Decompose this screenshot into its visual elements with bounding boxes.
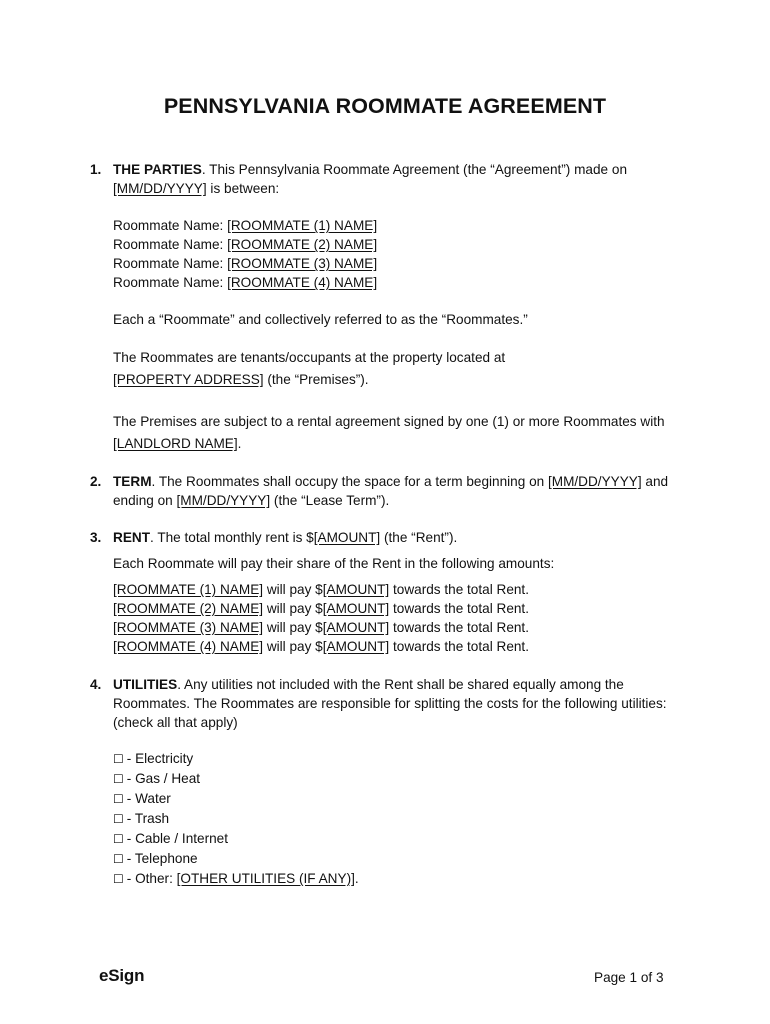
- utility-label: - Gas / Heat: [126, 771, 201, 786]
- payment-text: will pay $: [263, 639, 323, 654]
- utility-label: - Trash: [126, 811, 170, 826]
- esign-logo: eSign: [99, 966, 145, 985]
- payment-row: [113, 599, 685, 618]
- payment-text: towards the total Rent.: [389, 582, 529, 597]
- section-number: 1.: [90, 162, 102, 177]
- term-text: . The Roommates shall occupy the space for a term beginning on: [151, 474, 548, 489]
- term-end-date-field[interactable]: [MM/DD/YYYY]: [176, 493, 271, 508]
- rent-text: . The total monthly rent is $: [150, 530, 314, 545]
- utility-option[interactable]: [113, 749, 685, 769]
- utility-tail: .: [354, 871, 359, 886]
- checkbox-icon[interactable]: ☐: [113, 772, 124, 786]
- checkbox-icon[interactable]: ☐: [113, 872, 124, 886]
- roommate-name-field[interactable]: [ROOMMATE (3) NAME]: [227, 256, 378, 271]
- section-heading: TERM: [113, 474, 152, 489]
- roommate-list: [113, 216, 685, 292]
- roommate-name-field[interactable]: [ROOMMATE (1) NAME]: [227, 218, 378, 233]
- payment-roommate-field[interactable]: [ROOMMATE (4) NAME]: [113, 639, 264, 654]
- roommate-row: [113, 216, 685, 235]
- agreement-date-field[interactable]: [MM/DD/YYYY]: [113, 181, 207, 196]
- rent-amount-field[interactable]: [AMOUNT]: [313, 530, 381, 545]
- other-utilities-field[interactable]: [OTHER UTILITIES (IF ANY)]: [176, 871, 355, 886]
- utilities-checklist: [113, 749, 685, 889]
- term-text: and: [641, 474, 669, 489]
- utility-label: - Cable / Internet: [126, 831, 229, 846]
- utility-option-other[interactable]: [113, 869, 685, 889]
- checkbox-icon[interactable]: ☐: [113, 832, 124, 846]
- rent-share-text: Each Roommate will pay their share of the Rent in the following amounts:: [113, 556, 555, 571]
- section-number: 2.: [90, 474, 102, 489]
- payment-text: will pay $: [263, 582, 323, 597]
- page-number: Page 1 of 3: [594, 970, 664, 985]
- roommate-row: [113, 273, 685, 292]
- payment-row: [113, 580, 685, 599]
- landlord-name-field[interactable]: [LANDLORD NAME]: [113, 436, 238, 451]
- utility-option[interactable]: [113, 829, 685, 849]
- term-text: (the “Lease Term”).: [270, 493, 390, 508]
- property-address-field[interactable]: [PROPERTY ADDRESS]: [113, 372, 264, 387]
- utility-label: - Water: [126, 791, 171, 806]
- payment-text: towards the total Rent.: [389, 639, 529, 654]
- section-number: 4.: [90, 677, 102, 692]
- checkbox-icon[interactable]: ☐: [113, 792, 124, 806]
- section-heading: THE PARTIES: [113, 162, 202, 177]
- payment-amount-field[interactable]: [AMOUNT]: [322, 582, 390, 597]
- utility-label: - Electricity: [126, 751, 194, 766]
- roommate-label: Roommate Name:: [113, 256, 228, 271]
- roommate-name-field[interactable]: [ROOMMATE (2) NAME]: [227, 237, 378, 252]
- utility-option[interactable]: [113, 769, 685, 789]
- payment-roommate-field[interactable]: [ROOMMATE (2) NAME]: [113, 601, 264, 616]
- payment-row: [113, 618, 685, 637]
- payment-text: towards the total Rent.: [389, 620, 529, 635]
- utility-label: - Telephone: [126, 851, 198, 866]
- utility-label: - Other:: [126, 871, 177, 886]
- payment-roommate-field[interactable]: [ROOMMATE (1) NAME]: [113, 582, 264, 597]
- landlord-text: The Premises are subject to a rental agreement signed by one (1) or more Roommates with: [113, 414, 665, 429]
- payment-amount-field[interactable]: [AMOUNT]: [322, 601, 390, 616]
- parties-intro: . This Pennsylvania Roommate Agreement (the “Agreement”) made on: [201, 162, 628, 177]
- document-title: PENNSYLVANIA ROOMMATE AGREEMENT: [163, 94, 607, 118]
- roommate-row: [113, 254, 685, 273]
- parties-intro-tail: is between:: [206, 181, 280, 196]
- checkbox-icon[interactable]: ☐: [113, 852, 124, 866]
- section-number: 3.: [90, 530, 102, 545]
- payment-amount-field[interactable]: [AMOUNT]: [322, 620, 390, 635]
- landlord-tail: .: [237, 436, 242, 451]
- property-tail: (the “Premises”).: [263, 372, 369, 387]
- payment-row: [113, 637, 685, 656]
- payment-roommate-field[interactable]: [ROOMMATE (3) NAME]: [113, 620, 264, 635]
- roommate-label: Roommate Name:: [113, 237, 228, 252]
- rent-text: (the “Rent”).: [380, 530, 458, 545]
- payment-list: [113, 580, 685, 656]
- utility-option[interactable]: [113, 849, 685, 869]
- property-text: The Roommates are tenants/occupants at the property located at: [113, 350, 506, 365]
- payment-amount-field[interactable]: [AMOUNT]: [322, 639, 390, 654]
- utility-option[interactable]: [113, 789, 685, 809]
- payment-text: towards the total Rent.: [389, 601, 529, 616]
- term-text: ending on: [113, 493, 177, 508]
- roommate-row: [113, 235, 685, 254]
- checkbox-icon[interactable]: ☐: [113, 752, 124, 766]
- utilities-text: . Any utilities not included with the Rent shall be shared equally among the: [177, 677, 624, 692]
- checkbox-icon[interactable]: ☐: [113, 812, 124, 826]
- term-start-date-field[interactable]: [MM/DD/YYYY]: [547, 474, 642, 489]
- payment-text: will pay $: [263, 620, 323, 635]
- roommate-label: Roommate Name:: [113, 275, 228, 290]
- roommate-name-field[interactable]: [ROOMMATE (4) NAME]: [227, 275, 378, 290]
- utilities-text: (check all that apply): [113, 715, 238, 730]
- utilities-text: Roommates. The Roommates are responsible for splitting the costs for the following utilities:: [113, 696, 667, 711]
- roommate-label: Roommate Name:: [113, 218, 228, 233]
- section-heading: RENT: [113, 530, 151, 545]
- payment-text: will pay $: [263, 601, 323, 616]
- section-heading: UTILITIES: [113, 677, 178, 692]
- collective-text: Each a “Roommate” and collectively referred to as the “Roommates.”: [113, 312, 528, 327]
- utility-option[interactable]: [113, 809, 685, 829]
